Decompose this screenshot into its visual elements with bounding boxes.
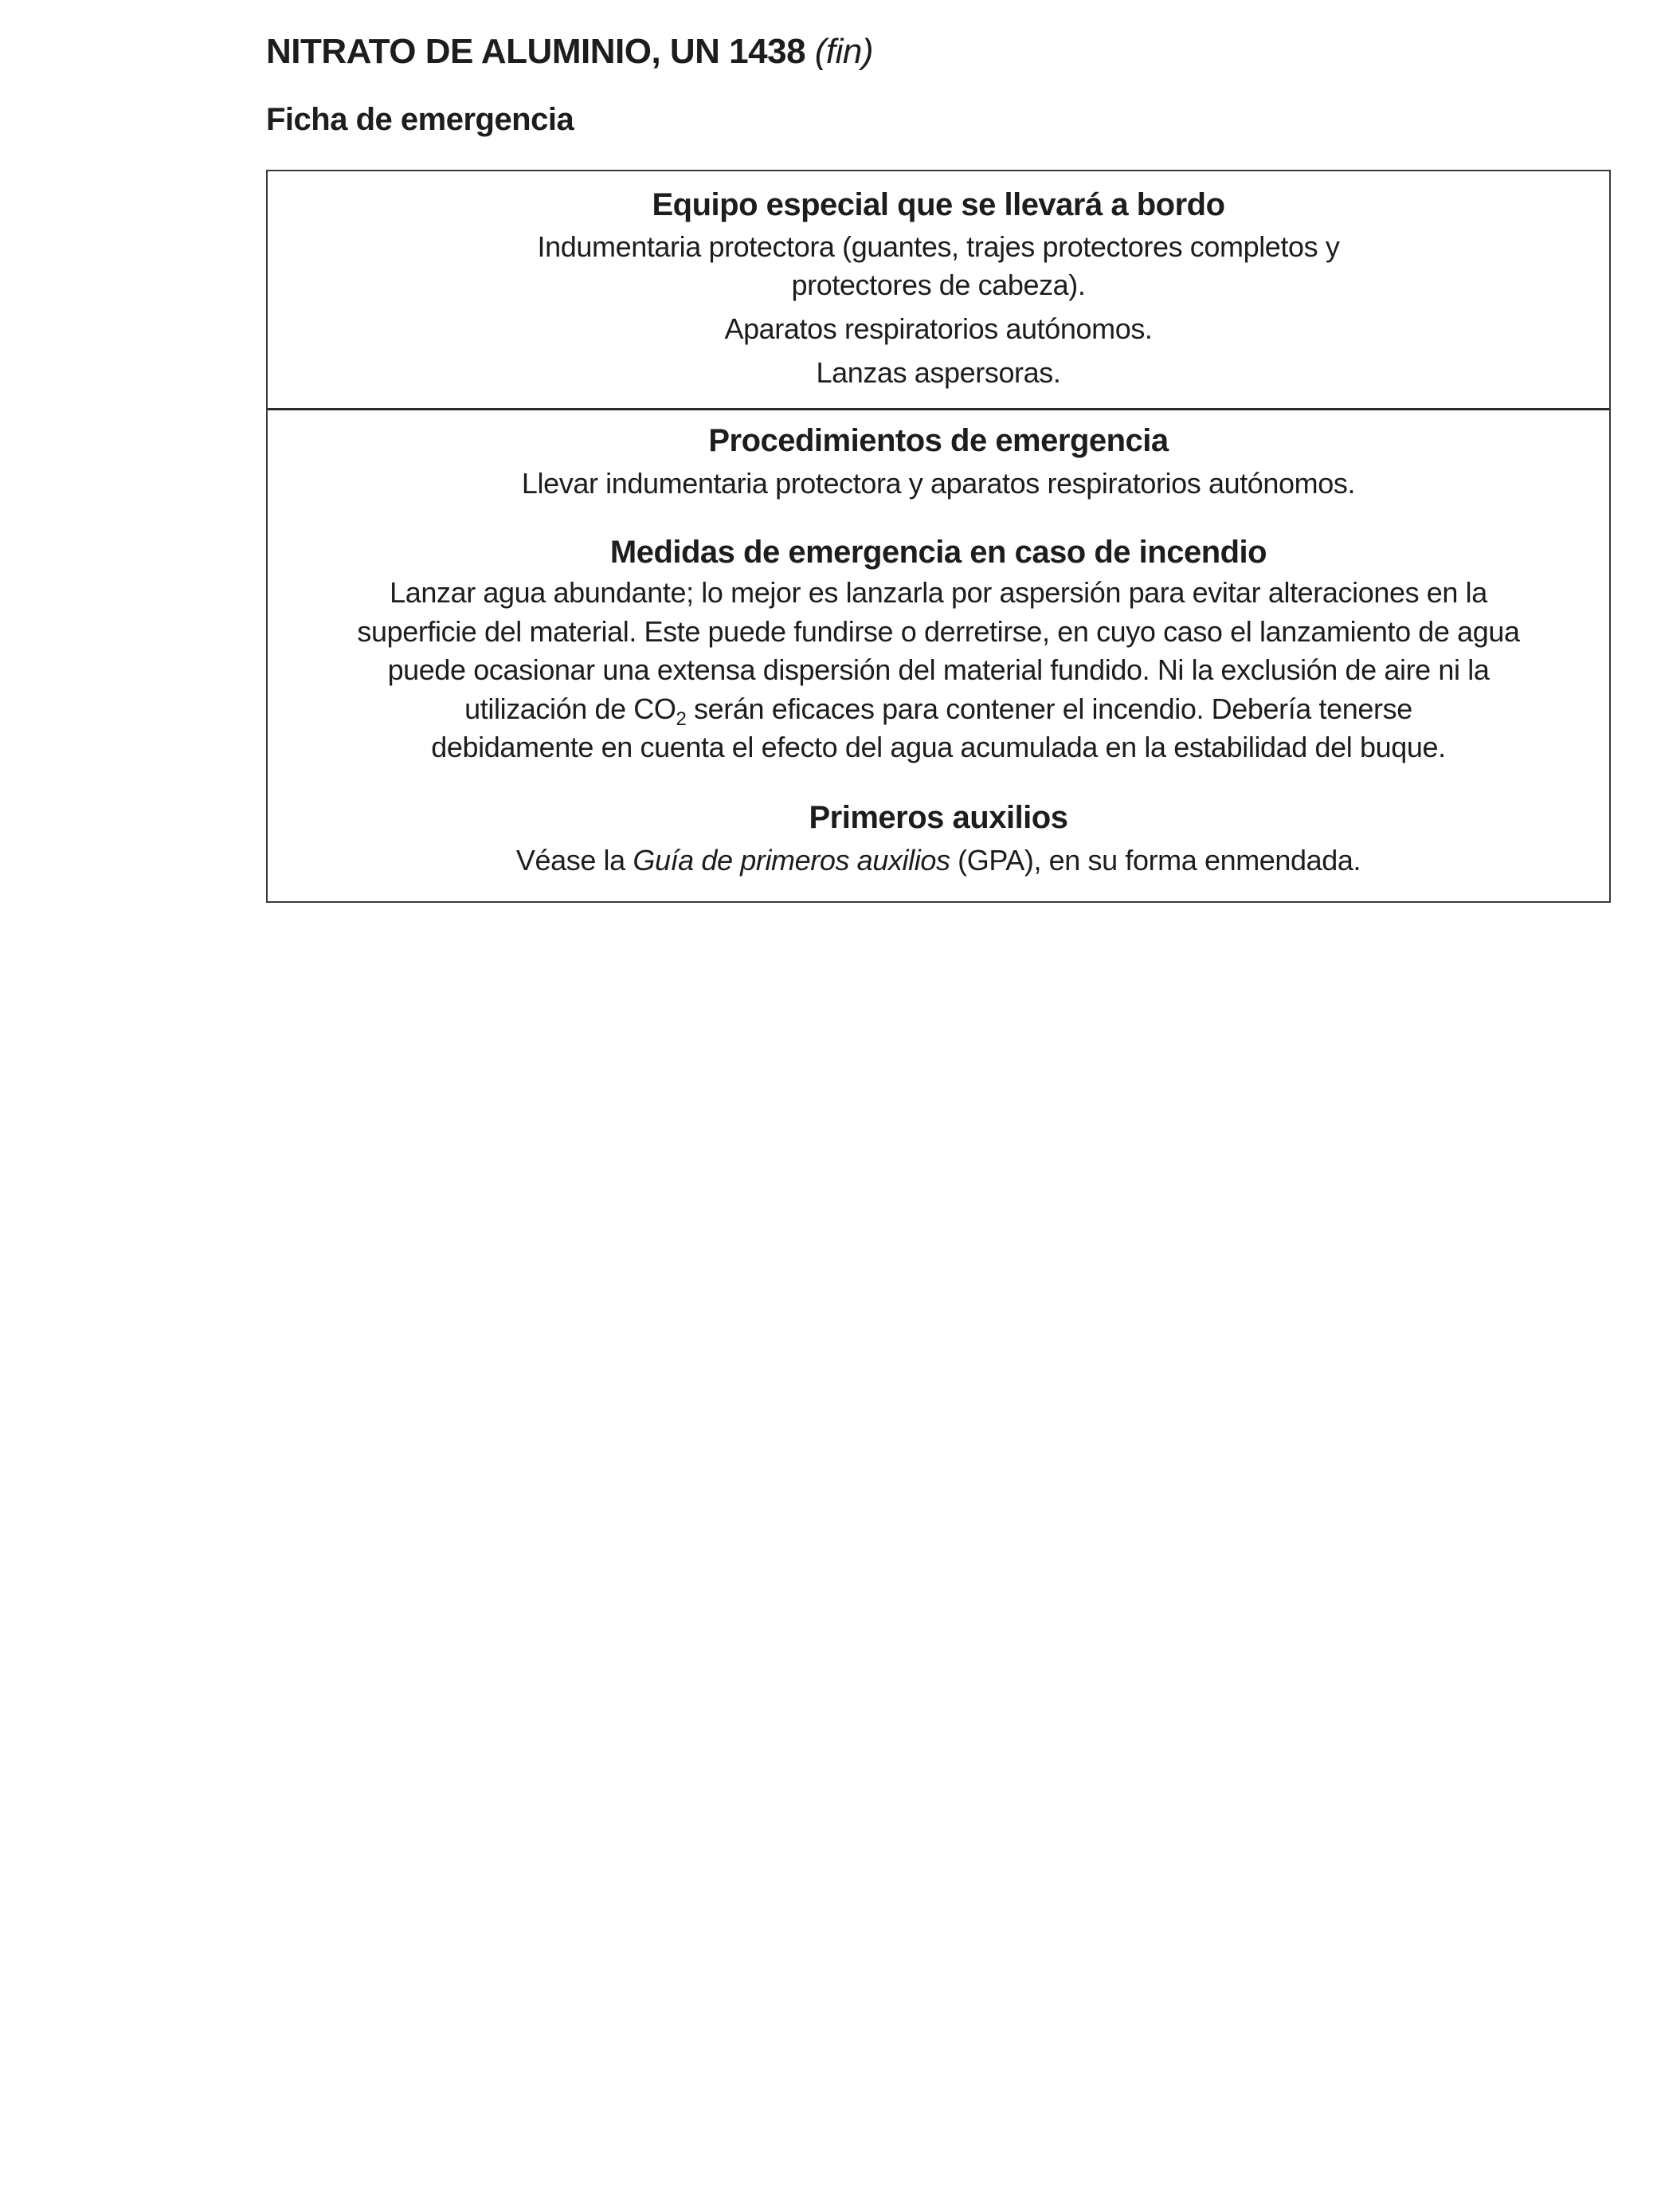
first-aid-heading: Primeros auxilios: [809, 799, 1068, 835]
first-aid-text-post: (GPA), en su forma enmendada.: [950, 843, 1361, 877]
first-aid-line: [292, 841, 1585, 880]
fire-heading: Medidas de emergencia en caso de incendio: [609, 535, 1267, 570]
subscript: 2: [676, 708, 687, 730]
first-aid-text: [292, 841, 1585, 880]
page-title: [266, 32, 873, 72]
page-title-suffix: (fin): [814, 32, 874, 71]
section-title: Ficha de emergencia: [266, 102, 574, 137]
equipment-line: Aparatos respiratorios autónomos.: [724, 312, 1153, 345]
equipment-heading: Equipo especial que se llevará a bordo: [652, 187, 1225, 222]
equipment-line: Indumentaria protectora (guantes, trajes protectores completos y: [537, 230, 1340, 263]
equipment-line: Lanzas aspersoras.: [816, 356, 1061, 389]
fire-line-text: utilización de CO: [464, 692, 676, 725]
guide-title: Guía de primeros auxilios: [633, 843, 950, 877]
fire-line: [292, 690, 1585, 729]
equipment-text: [292, 228, 1585, 392]
page-title-main: NITRATO DE ALUMINIO, UN 1438: [266, 32, 806, 71]
procedures-text: [292, 464, 1585, 504]
fire-line: debidamente en cuenta el efecto del agua acumulada en la estabilidad del buque.: [431, 731, 1446, 763]
procedures-block: [268, 410, 1609, 901]
fire-line: superficie del material. Este puede fundirse o derretirse, en cuyo caso el lanzamiento de agua: [357, 614, 1520, 648]
equipment-line: protectores de cabeza).: [791, 269, 1086, 301]
fire-line-text: serán eficaces para contener el incendio. Debería tenerse: [686, 692, 1412, 725]
fire-text: [292, 574, 1585, 767]
fire-line: puede ocasionar una extensa dispersión del material fundido. Ni la exclusión de aire ni la: [387, 653, 1490, 686]
equipment-block: [268, 171, 1609, 410]
emergency-card: [266, 170, 1611, 903]
procedures-heading: Procedimientos de emergencia: [708, 423, 1169, 458]
procedures-line: Llevar indumentaria protectora y aparatos respiratorios autónomos.: [521, 467, 1356, 500]
fire-line: Lanzar agua abundante; lo mejor es lanzarla por aspersión para evitar alteraciones en la: [390, 576, 1487, 609]
first-aid-text-pre: Véase la: [515, 843, 633, 877]
